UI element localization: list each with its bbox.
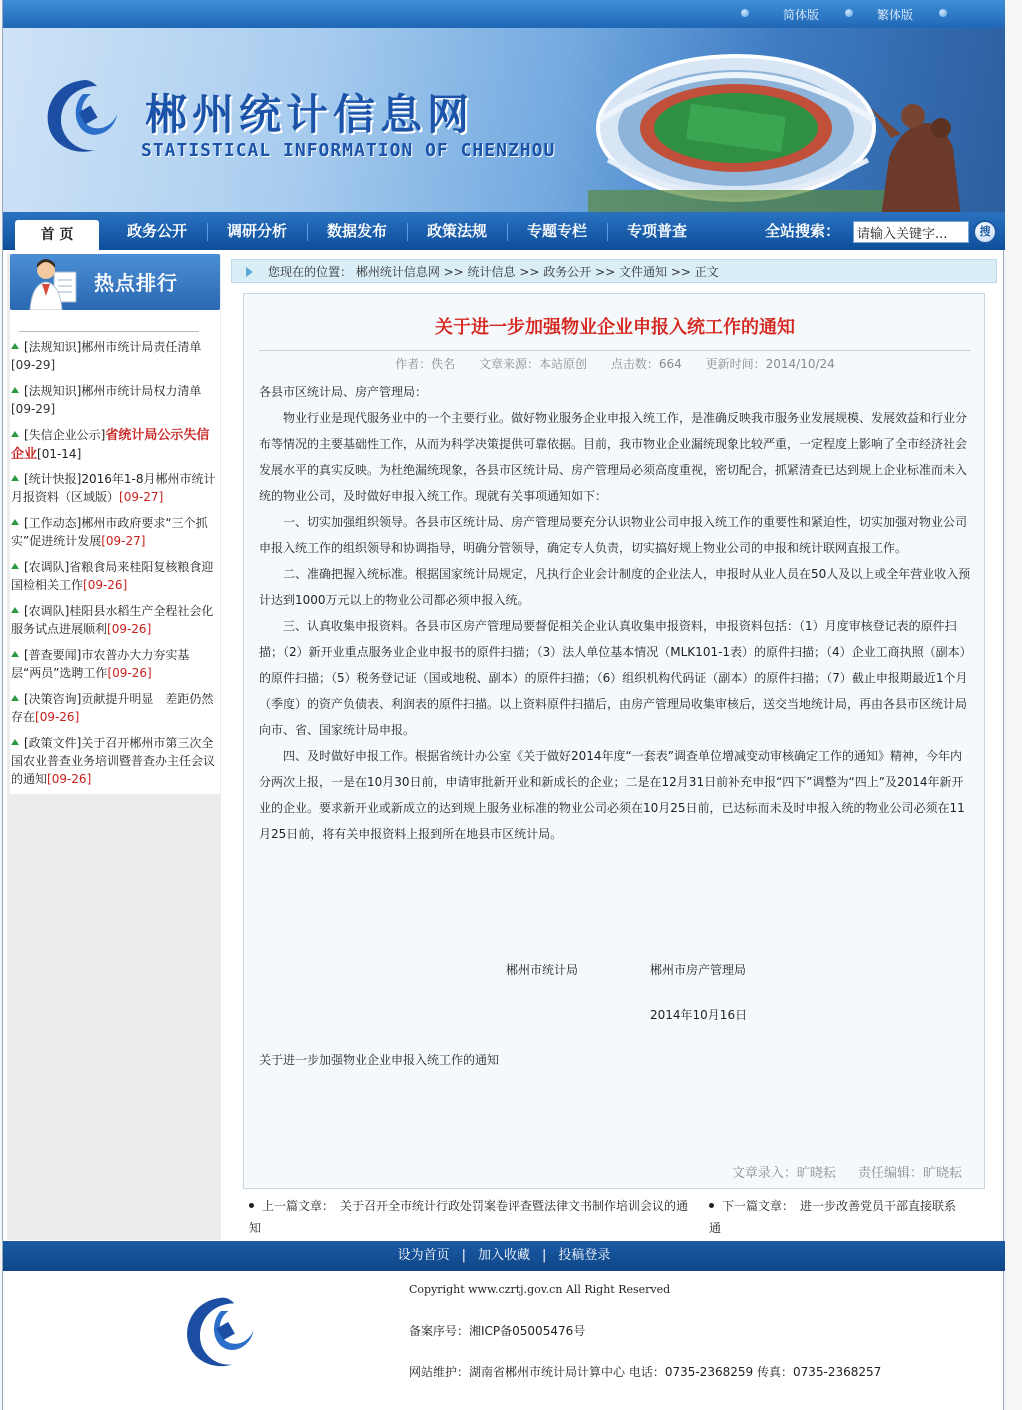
site-banner	[3, 28, 1005, 212]
article-source: 文章来源：本站原创	[479, 357, 588, 371]
list-item[interactable]	[11, 514, 217, 550]
list-item-title[interactable]: [法规知识]郴州市统计局权力清单	[24, 384, 202, 398]
site-title: 郴州统计信息网	[145, 90, 475, 139]
title-divider	[259, 350, 971, 351]
submit-login-link[interactable]: 投稿登录	[558, 1248, 611, 1263]
nav-census[interactable]: 专项普查	[626, 222, 687, 240]
footer-logo	[175, 1290, 265, 1374]
footer-separator: |	[542, 1248, 547, 1263]
list-item-category[interactable]: [失信企业公示]	[24, 428, 106, 442]
site-logo	[37, 72, 127, 160]
site-subtitle: STATISTICAL INFORMATION OF CHENZHOU	[141, 140, 556, 161]
triangle-bullet-icon	[11, 343, 19, 349]
signature-org-housing: 郴州市房产管理局	[650, 963, 747, 977]
list-item-title[interactable]: [决策咨询]贡献提升明显 差距仍然存在	[11, 692, 214, 724]
triangle-bullet-icon	[11, 607, 19, 613]
previous-article-link-cont[interactable]: 知	[249, 1221, 262, 1235]
triangle-bullet-icon	[11, 387, 19, 393]
bullet-icon	[845, 9, 853, 17]
triangle-bullet-icon	[11, 695, 19, 701]
list-item-date: [09-26]	[35, 710, 80, 724]
list-item-title[interactable]: [普查要闻]市农普办大力夯实基层“两员”选聘工作	[11, 648, 190, 680]
article-title: 关于进一步加强物业企业申报入统工作的通知	[435, 317, 795, 338]
list-item-date: [09-26]	[107, 666, 152, 680]
bullet-icon	[249, 1203, 254, 1208]
triangle-bullet-icon	[11, 475, 19, 481]
list-item-date: [09-27]	[101, 534, 146, 548]
list-item[interactable]	[11, 734, 217, 788]
bullet-icon	[741, 9, 749, 17]
article-panel	[243, 293, 985, 1189]
article-clicks: 点击数：664	[610, 357, 682, 371]
article-paragraph: 四、及时做好申报工作。根据省统计办公室《关于做好2014年度“一套表”调查单位增减变动审核确定工作的通知》精神，今年内分两次上报，一是在10月30日前，申请审批新开业和新成长的企业；二是在12月31日前补充申报“四下”调整为“四上”及2014年新开业的企业。要求新开业或新成立的达到规上服务业标准的物业公司必须在10月25日前，已达标而未及时申报入统的物业公司必须在11月25日前，将有关申报资料上报到所在地县市区统计局。	[259, 749, 965, 841]
nav-government-affairs[interactable]: 政务公开	[126, 222, 187, 240]
list-item[interactable]	[11, 646, 217, 682]
article-paragraph: 三、认真收集申报资料。各县市区房产管理局要督促相关企业认真收集申报资料，申报资料包括：（1）月度审核登记表的原件扫描；（2）新开业重点服务业企业申报书的原件扫描；（3）法人单位基本情况（MLK101-1表）的原件扫描；（4）企业工商执照（副本）的原件扫描；（5）税务登记证（国或地税、副本）的原件扫描；（6）组织机构代码证（副本）的原件扫描；（7）截止申报期最近1个月（季度）的资产负债表、利润表的原件扫描。以上资料原件扫描后，由房产管理局收集审核后，送交当地统计局，再由各县市区统计局向市、省、国家统计局申报。	[259, 619, 968, 737]
maintenance-info: 网站维护：湖南省郴州市统计局计算中心 电话：0735-2368259 传真：0735-2368257	[409, 1365, 882, 1379]
list-item[interactable]	[11, 426, 217, 464]
triangle-bullet-icon	[11, 431, 19, 437]
list-item-date: [09-29]	[11, 402, 56, 416]
triangle-bullet-icon	[11, 651, 19, 657]
copyright-text: Copyright www.czrtj.gov.cn All Right Reserved	[409, 1283, 671, 1296]
article-paragraph: 二、准确把握入统标准。根据国家统计局规定，凡执行企业会计制度的企业法人，申报时从业人员在50人及以上或全年营业收入预计达到1000万元以上的物业公司都必须申报入统。	[259, 567, 971, 607]
add-favorite-link[interactable]: 加入收藏	[477, 1248, 530, 1263]
stadium-image	[588, 50, 888, 212]
signature-date: 2014年10月16日	[650, 1008, 748, 1022]
nav-policies[interactable]: 政策法规	[426, 222, 487, 240]
list-item-date: [09-26]	[107, 622, 152, 636]
article-meta	[244, 355, 986, 372]
list-item[interactable]	[11, 690, 217, 726]
article-author: 作者：佚名	[395, 357, 456, 371]
article-entry-by: 文章录入：旷晓耘	[731, 1166, 836, 1181]
list-item[interactable]	[11, 602, 217, 638]
search-label: 全站搜索：	[765, 222, 841, 240]
traditional-chinese-link[interactable]: 繁体版	[877, 8, 914, 22]
list-item-title[interactable]: [农调队]桂阳县水稻生产全程社会化服务试点进展顺利	[11, 604, 214, 636]
article-paragraph: 物业行业是现代服务业中的一个主要行业。做好物业服务企业申报入统工作，是准确反映我市服务业发展规模、发展效益和行业分布等情况的主要基础性工作，从而为科学决策提供可靠依据。目前，我市物业企业漏统现象比较严重，一定程度上影响了全市经济社会发展水平的真实反映。为杜绝漏统现象，各县市区统计局、房产管理局必须高度重视，密切配合，抓紧清查已达到规上企业标准而未入统的物业公司，及时做好申报入统工作。现就有关事项通知如下：	[259, 411, 968, 503]
list-item-title[interactable]: [工作动态]郴州市政府要求“三个抓实”促进统计发展	[11, 516, 208, 548]
article-paragraph: 一、切实加强组织领导。各县市区统计局、房产管理局要充分认识物业公司申报入统工作的重要性和紧迫性，切实加强对物业公司申报入统工作的组织领导和协调指导，明确分管领导，确定专人负责，切实搞好规上物业公司的申报和统计联网直报工作。	[259, 515, 968, 555]
nav-home[interactable]: 首 页	[15, 220, 99, 250]
list-item-date: [09-26]	[83, 578, 128, 592]
list-item[interactable]	[11, 558, 217, 594]
previous-article[interactable]	[249, 1195, 699, 1239]
arrow-right-icon	[246, 267, 253, 277]
footer-separator: |	[461, 1248, 466, 1263]
search-input[interactable]	[853, 221, 969, 243]
sidebar-divider	[19, 331, 199, 332]
triangle-bullet-icon	[11, 739, 19, 745]
article-body	[259, 379, 971, 847]
list-item-title[interactable]: [政策文件]关于召开郴州市第三次全国农业普查业务培训暨普查办主任会议的通知	[11, 736, 216, 786]
site-frame	[2, 0, 1004, 1410]
breadcrumb-text[interactable]: 您现在的位置： 郴州统计信息网 >> 统计信息 >> 政务公开 >> 文件通知 >> 正文	[268, 265, 719, 279]
list-item-hot-title[interactable]: 省统计局公示失信企业	[11, 428, 210, 462]
list-item-title[interactable]: [农调队]省粮食局来桂阳复核粮食迎国检相关工作	[11, 560, 214, 592]
list-item-date: [09-27]	[119, 490, 164, 504]
list-item[interactable]	[11, 470, 217, 506]
search-button[interactable]: 搜	[973, 220, 997, 244]
top-bar	[3, 0, 1005, 28]
sidebar	[7, 254, 221, 1240]
main-nav	[3, 212, 1005, 250]
list-item[interactable]	[11, 382, 217, 418]
list-item-title[interactable]: [统计快报]2016年1-8月郴州市统计月报资料（区域版）	[11, 472, 216, 504]
article-repeat-title: 关于进一步加强物业企业申报入统工作的通知	[259, 1053, 500, 1067]
nav-research-analysis[interactable]: 调研分析	[226, 222, 287, 240]
hot-ranking-title: 热点排行	[94, 271, 178, 295]
article-footer	[714, 1162, 962, 1181]
simplified-chinese-link[interactable]: 简体版	[783, 8, 820, 22]
footer-links	[3, 1241, 1005, 1271]
icp-record: 备案序号：湘ICP备05005476号	[409, 1324, 586, 1338]
list-item-title[interactable]: [法规知识]郴州市统计局责任清单	[24, 340, 202, 354]
previous-article-link[interactable]: 上一篇文章： 关于召开全市统计行政处罚案卷评查暨法律文书制作培训会议的通	[262, 1199, 689, 1213]
triangle-bullet-icon	[11, 519, 19, 525]
triangle-bullet-icon	[11, 563, 19, 569]
hot-ranking-header	[10, 254, 220, 310]
sculpture-image	[861, 88, 971, 212]
person-icon	[24, 256, 80, 310]
nav-data-release[interactable]: 数据发布	[326, 222, 387, 240]
set-homepage-link[interactable]: 设为首页	[397, 1248, 450, 1263]
next-article-link[interactable]: 下一篇文章： 进一步改善党员干部直接联系 通	[709, 1199, 969, 1235]
list-item-date: [09-26]	[47, 772, 92, 786]
article-salutation: 各县市区统计局、房产管理局：	[259, 385, 428, 399]
list-item[interactable]	[11, 338, 217, 374]
nav-special-topics[interactable]: 专题专栏	[526, 222, 587, 240]
bullet-icon	[709, 1203, 714, 1208]
list-item-date: [01-14]	[37, 447, 82, 461]
breadcrumb	[231, 259, 997, 283]
bullet-icon	[939, 9, 947, 17]
signature-org-statistics: 郴州市统计局	[506, 963, 579, 977]
article-editor: 责任编辑：旷晓耘	[857, 1166, 962, 1181]
list-item-date: [09-29]	[11, 358, 56, 372]
article-updated: 更新时间：2014/10/24	[705, 357, 835, 371]
